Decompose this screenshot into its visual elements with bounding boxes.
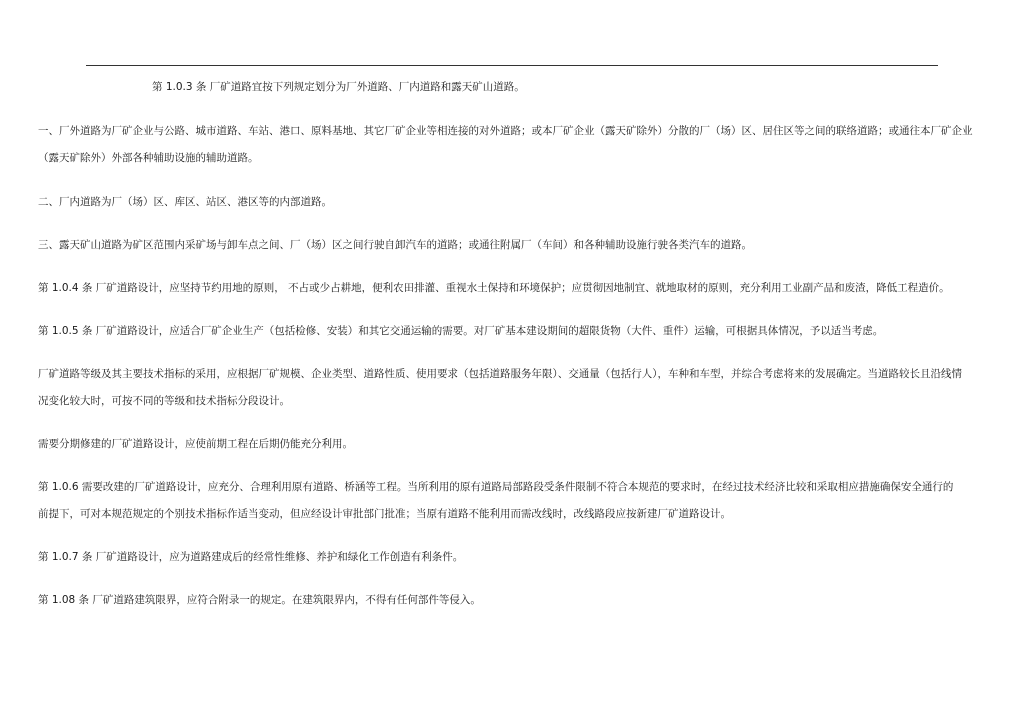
document-body: [38, 74, 990, 614]
article-1-0-6: [38, 474, 990, 528]
clause-2: 二、厂内道路为厂（场）区、库区、站区、港区等的内部道路。: [38, 196, 332, 208]
paragraph-line: 一、厂外道路为厂矿企业与公路、城市道路、车站、港口、原料基地、其它厂矿企业等相连接的对外道路；或本厂矿企业（露天矿除外）分散的厂（场）区、居住区等之间的联络道路；或通往本厂矿企业: [38, 125, 973, 137]
article-1-08: 第 1.08 条 厂矿道路建筑限界，应符合附录一的规定。在建筑限界内，不得有任何部件等侵入。: [38, 594, 481, 606]
paragraph-line: 厂矿道路等级及其主要技术指标的采用，应根据厂矿规模、企业类型、道路性质、使用要求（包括道路服务年限）、交通量（包括行人），车种和车型，并综合考虑将来的发展确定。当道路较长且沿线情: [38, 368, 962, 380]
paragraph-line: （露天矿除外）外部各种辅助设施的辅助道路。: [38, 152, 259, 164]
article-1-0-5: 第 1.0.5 条 厂矿道路设计，应适合厂矿企业生产（包括检修、安装）和其它交通运输的需要。对厂矿基本建设期间的超限货物（大件、重件）运输，可根据具体情况，予以适当考虑。: [38, 325, 884, 337]
paragraph-line: 第 1.0.6 需要改建的厂矿道路设计，应充分、合理利用原有道路、桥涵等工程。当所利用的原有道路局部路段受条件限制不符合本规范的要求时，在经过技术经济比较和采取相应措施确保安全通行的: [38, 481, 954, 493]
clause-3: 三、露天矿山道路为矿区范围内采矿场与卸车点之间、厂（场）区之间行驶自卸汽车的道路；或通往附属厂（车间）和各种辅助设施行驶各类汽车的道路。: [38, 239, 752, 251]
staged-construction-paragraph: 需要分期修建的厂矿道路设计，应使前期工程在后期仍能充分利用。: [38, 438, 353, 450]
header-rule: [86, 65, 938, 66]
clause-1: [38, 118, 990, 172]
article-1-0-7: 第 1.0.7 条 厂矿道路设计，应为道路建成后的经常性维修、养护和绿化工作创造有利条件。: [38, 551, 464, 563]
article-1-0-3: 第 1.0.3 条 厂矿道路宜按下列规定划分为厂外道路、厂内道路和露天矿山道路。: [152, 81, 525, 93]
paragraph-line: 况变化较大时，可按不同的等级和技术指标分段设计。: [38, 395, 290, 407]
article-1-0-4: 第 1.0.4 条 厂矿道路设计，应坚持节约用地的原则， 不占或少占耕地，便利农田排灌、重视水土保持和环境保护；应贯彻因地制宜、就地取材的原则，充分利用工业副产品和废渣，降低工程造价。: [38, 282, 950, 294]
paragraph-line: 前提下，可对本规范规定的个别技术指标作适当变动，但应经设计审批部门批准；当原有道路不能利用而需改线时，改线路段应按新建厂矿道路设计。: [38, 508, 731, 520]
grade-paragraph: [38, 361, 990, 415]
